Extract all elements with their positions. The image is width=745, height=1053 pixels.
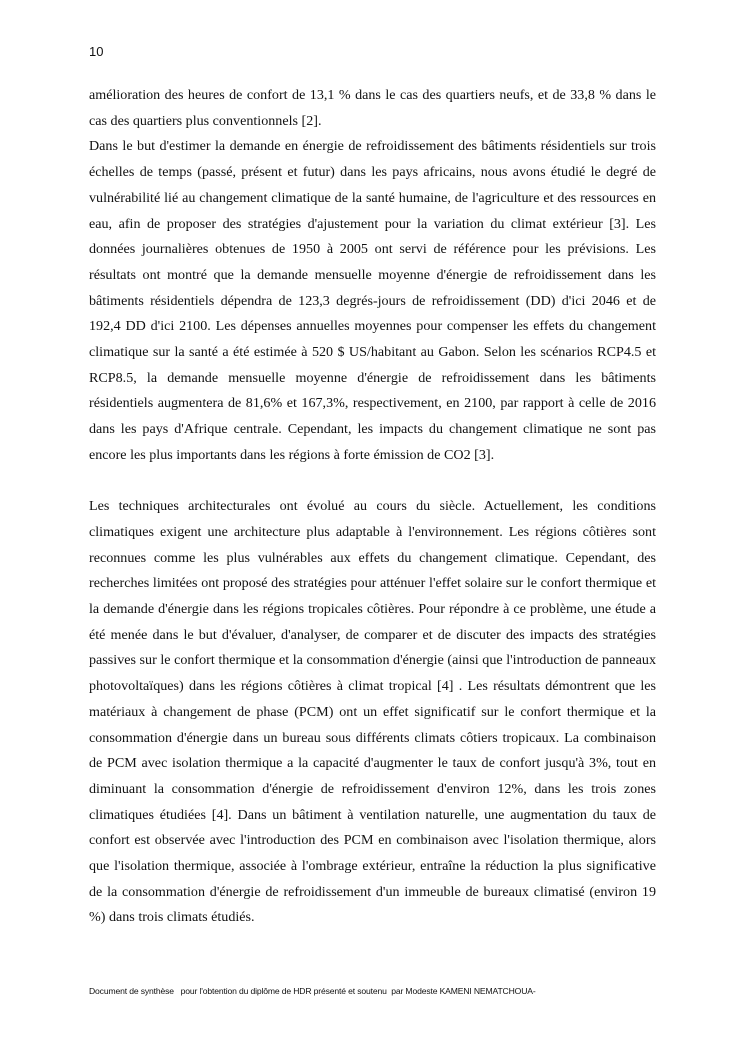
paragraph-2: Dans le but d'estimer la demande en énergie de refroidissement des bâtiments résidentiels sur trois échelles de temps (passé, présent et futur) dans les pays africains, nous avons étudié le degré de vulnérabilité lié au changement climatique de la santé humaine, de l'agriculture et des ressources en eau, afin de proposer des stratégies d'ajustement pour la variation du climat extérieur [3]. Les données journalières obtenues de 1950 à 2005 ont servi de référence pour les prévisions. Les résultats ont montré que la demande mensuelle moyenne d'énergie de refroidissement dans les bâtiments résidentiels dépendra de 123,3 degrés-jours de refroidissement (DD) d'ici 2046 et de 192,4 DD d'ici 2100. Les dépenses annuelles moyennes pour compenser les effets du changement climatique sur la santé a été estimée à 520 $ US/habitant au Gabon. Selon les scénarios RCP4.5 et RCP8.5, la demande mensuelle moyenne d'énergie de refroidissement dans les bâtiments résidentiels augmentera de 81,6% et 167,3%, respectivement, en 2100, par rapport à celle de 2016 dans les pays d'Afrique centrale. Cependant, les impacts du changement climatique ne sont pas encore les plus importants dans les régions à forte émission de CO2 [3]. [89,138,656,463]
body-text [89,83,656,931]
page-number: 10 [89,44,104,59]
paragraph-3: Les techniques architecturales ont évolué au cours du siècle. Actuellement, les conditions climatiques exigent une architecture plus adaptable à l'environnement. Les régions côtières sont reconnues comme les plus vulnérables aux effets du changement climatique. Cependant, des recherches limitées ont proposé des stratégies pour atténuer l'effet solaire sur le confort thermique et la demande d'énergie dans les régions tropicales côtières. Pour répondre à ce problème, une étude a été menée dans le but d'évaluer, d'analyser, de comparer et de discuter des impacts des stratégies passives sur le confort thermique et la consommation d'énergie (ainsi que l'introduction de panneaux photovoltaïques) dans les régions côtières à climat tropical [4] . Les résultats démontrent que les matériaux à changement de phase (PCM) ont un effet significatif sur le confort thermique et la consommation d'énergie dans un bureau sous différents climats côtiers tropicaux. La combinaison de PCM avec isolation thermique a la capacité d'augmenter le taux de confort jusqu'à 3%, tout en diminuant la consommation d'énergie de refroidissement d'environ 12%, dans les trois zones climatiques étudiées [4]. Dans un bâtiment à ventilation naturelle, une augmentation du taux de confort est observée avec l'introduction des PCM en combinaison avec l'isolation thermique, alors que l'isolation thermique, associée à l'ombrage extérieur, entraîne la réduction la plus significative de la consommation d'énergie de refroidissement d'un immeuble de bureaux climatisé (environ 19 %) dans trois climats étudiés. [89,498,656,926]
page-footer: Document de synthèse pour l'obtention du diplôme de HDR présenté et soutenu par Modeste KAMENI NEMATCHOUA- [89,986,536,996]
paragraph-1: amélioration des heures de confort de 13,1 % dans le cas des quartiers neufs, et de 33,8 % dans le cas des quartiers plus conventionnels [2]. [89,87,656,129]
